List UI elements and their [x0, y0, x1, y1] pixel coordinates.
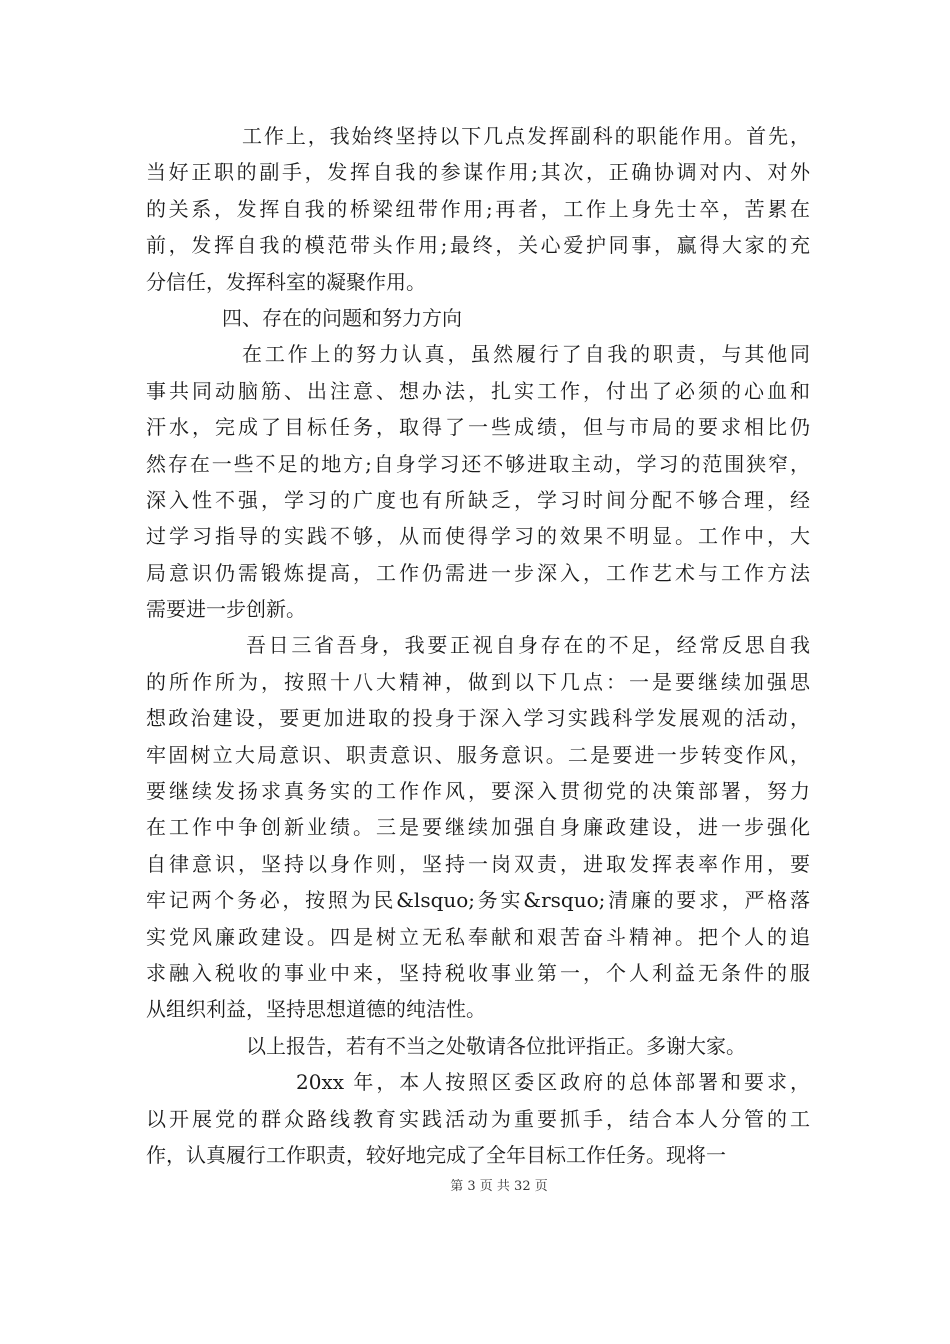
paragraph — [146, 627, 810, 1027]
text-line: 四、存在的问题和努力方向 — [222, 305, 462, 330]
paragraph — [146, 118, 810, 300]
text-line: 工作上，我始终坚持以下几点发挥副科的职能作用。首先， — [242, 124, 810, 148]
text-line: 汗水，完成了目标任务，取得了一些成绩，但与市局的要求相比仍 — [146, 415, 810, 440]
text-line: 求融入税收的事业中来，坚持税收事业第一，个人利益无条件的服 — [146, 960, 810, 985]
text-line: 深入性不强，学习的广度也有所缺乏，学习时间分配不够合理，经 — [146, 487, 810, 512]
text-line: 分信任，发挥科室的凝聚作用。 — [146, 269, 426, 294]
paragraph — [146, 1064, 810, 1173]
text-line: 20xx 年，本人按照区委区政府的总体部署和要求， — [296, 1070, 810, 1095]
text-line: 以上报告，若有不当之处敬请各位批评指正。多谢大家。 — [246, 1033, 746, 1058]
text-line: 牢固树立大局意识、职责意识、服务意识。二是要进一步转变作风， — [146, 742, 810, 767]
text-line: 要继续发扬求真务实的工作作风，要深入贯彻党的决策部署，努力 — [146, 779, 810, 804]
document-body — [146, 118, 810, 1173]
paragraph — [146, 336, 810, 627]
text-line: 事共同动脑筋、出注意、想办法，扎实工作，付出了必须的心血和 — [146, 378, 810, 403]
text-line: 自律意识，坚持以身作则，坚持一岗双责，进取发挥表率作用，要 — [146, 851, 810, 876]
text-line: 前，发挥自我的模范带头作用;最终，关心爱护同事，赢得大家的充 — [146, 233, 810, 258]
text-line: 当好正职的副手，发挥自我的参谋作用;其次，正确协调对内、对外 — [146, 160, 810, 185]
text-line: 然存在一些不足的地方;自身学习还不够进取主动，学习的范围狭窄， — [146, 451, 810, 476]
text-line: 想政治建设，要更加进取的投身于深入学习实践科学发展观的活动， — [146, 706, 810, 731]
text-line: 的所作所为，按照十八大精神，做到以下几点：一是要继续加强思 — [146, 669, 810, 694]
text-line: 的关系，发挥自我的桥梁纽带作用;再者，工作上身先士卒，苦累在 — [146, 196, 810, 221]
text-line: 局意识仍需锻炼提高，工作仍需进一步深入，工作艺术与工作方法 — [146, 560, 810, 585]
text-line: 吾日三省吾身，我要正视自身存在的不足，经常反思自我 — [246, 633, 810, 658]
text-line: 从组织利益，坚持思想道德的纯洁性。 — [146, 997, 486, 1022]
paragraph — [146, 1028, 810, 1064]
page-number: 第 3 页 共 32 页 — [450, 1179, 548, 1194]
text-line: 以开展党的群众路线教育实践活动为重要抓手，结合本人分管的工 — [146, 1106, 810, 1131]
text-line: 在工作中争创新业绩。三是要继续加强自身廉政建设，进一步强化 — [146, 815, 810, 840]
text-line: 作，认真履行工作职责，较好地完成了全年目标工作任务。现将一 — [146, 1142, 726, 1167]
text-line: 过学习指导的实践不够，从而使得学习的效果不明显。工作中，大 — [146, 524, 810, 549]
text-line: 在工作上的努力认真，虽然履行了自我的职责，与其他同 — [242, 342, 810, 367]
text-line: 需要进一步创新。 — [146, 597, 306, 622]
paragraph — [146, 300, 810, 336]
text-line: 实党风廉政建设。四是树立无私奉献和艰苦奋斗精神。把个人的追 — [146, 924, 810, 949]
text-line: 牢记两个务必，按照为民&lsquo;务实&rsquo;清廉的要求，严格落 — [146, 888, 810, 913]
